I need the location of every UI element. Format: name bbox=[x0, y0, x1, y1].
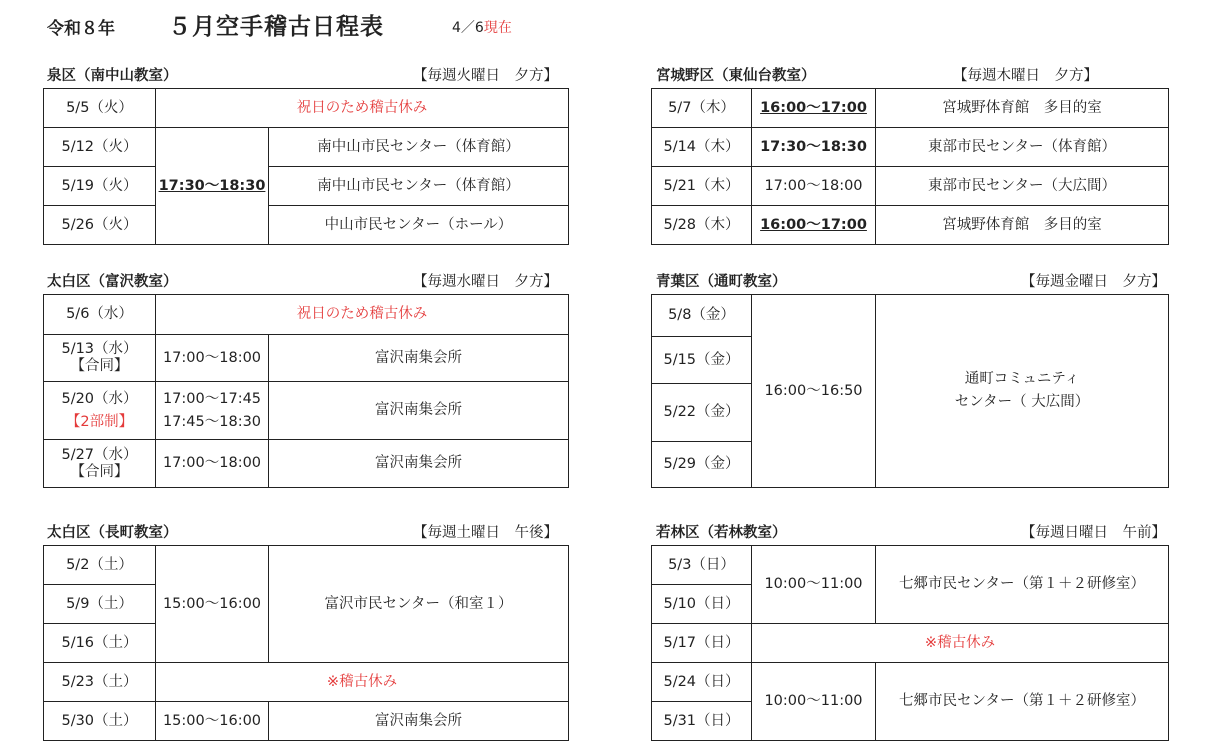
section-schedule-miyagino: 【毎週木曜日 夕方】 bbox=[953, 68, 1098, 84]
date-cell: 5/15（金） bbox=[652, 337, 752, 384]
schedule-table-aoba bbox=[651, 294, 1169, 488]
section-schedule-taihaku-tomizawa: 【毎週水曜日 夕方】 bbox=[413, 274, 558, 290]
table-row bbox=[652, 663, 1169, 702]
date-cell: 5/9（土） bbox=[44, 585, 156, 624]
table-row bbox=[652, 167, 1169, 206]
section-title-wakabayashi: 若林区（若林教室） bbox=[656, 525, 787, 541]
section-schedule-taihaku-nagamachi: 【毎週土曜日 午後】 bbox=[413, 525, 558, 541]
venue-cell: 東部市民センター（体育館） bbox=[876, 128, 1169, 167]
time-cell bbox=[156, 382, 269, 440]
two-part-tag: 【2部制】 bbox=[65, 413, 134, 430]
time-cell: 16:00～16:50 bbox=[752, 295, 876, 488]
section-title-miyagino: 宮城野区（東仙台教室） bbox=[656, 68, 816, 84]
time-cell: 10:00～11:00 bbox=[752, 663, 876, 741]
time-slot-1: 17:00～17:45 bbox=[162, 390, 262, 407]
schedule-table-taihaku-tomizawa bbox=[43, 294, 569, 488]
table-row bbox=[44, 167, 569, 206]
venue-cell: 南中山市民センター（体育館） bbox=[269, 167, 569, 206]
table-row bbox=[652, 128, 1169, 167]
joint-tag: 【合同】 bbox=[70, 463, 129, 480]
date-label: 5/20（水） bbox=[61, 390, 138, 407]
date-cell bbox=[44, 382, 156, 440]
date-cell: 5/10（日） bbox=[652, 585, 752, 624]
table-row bbox=[44, 702, 569, 741]
date-cell: 5/23（土） bbox=[44, 663, 156, 702]
time-cell: 15:00～16:00 bbox=[156, 546, 269, 663]
holiday-note: 祝日のため稽古休み bbox=[156, 89, 569, 128]
venue-cell: 宮城野体育館 多目的室 bbox=[876, 206, 1169, 245]
date-cell bbox=[44, 335, 156, 382]
time-cell: 17:00～18:00 bbox=[752, 167, 876, 206]
date-cell: 5/21（木） bbox=[652, 167, 752, 206]
time-cell: 16:00～17:00 bbox=[752, 89, 876, 128]
date-cell: 5/19（火） bbox=[44, 167, 156, 206]
joint-tag: 【合同】 bbox=[70, 358, 129, 374]
table-row bbox=[44, 663, 569, 702]
date-cell: 5/16（土） bbox=[44, 624, 156, 663]
venue-cell: 七郷市民センター（第１＋２研修室） bbox=[876, 663, 1169, 741]
date-cell: 5/7（木） bbox=[652, 89, 752, 128]
venue-cell: 富沢市民センター（和室１） bbox=[269, 546, 569, 663]
era-label: 令和８年 bbox=[47, 19, 115, 39]
venue-cell: 宮城野体育館 多目的室 bbox=[876, 89, 1169, 128]
table-row bbox=[652, 295, 1169, 337]
venue-cell: 七郷市民センター（第１＋２研修室） bbox=[876, 546, 1169, 624]
holiday-note: ※稽古休み bbox=[752, 624, 1169, 663]
date-cell: 5/3（日） bbox=[652, 546, 752, 585]
as-of-date-value: 4／6 bbox=[452, 20, 484, 36]
as-of-suffix: 現在 bbox=[483, 20, 512, 36]
schedule-table-izumi bbox=[43, 88, 569, 245]
time-cell: 16:00～17:00 bbox=[752, 206, 876, 245]
table-row bbox=[652, 624, 1169, 663]
table-row bbox=[652, 89, 1169, 128]
section-title-taihaku-nagamachi: 太白区（長町教室） bbox=[47, 525, 178, 541]
date-cell: 5/12（火） bbox=[44, 128, 156, 167]
date-cell: 5/6（水） bbox=[44, 295, 156, 335]
date-label: 5/27（水） bbox=[61, 446, 138, 463]
holiday-note: ※稽古休み bbox=[156, 663, 569, 702]
section-schedule-aoba: 【毎週金曜日 夕方】 bbox=[1021, 274, 1166, 290]
page-title: ５月空手稽古日程表 bbox=[168, 14, 384, 40]
section-title-taihaku-tomizawa: 太白区（富沢教室） bbox=[47, 274, 178, 290]
table-row bbox=[652, 546, 1169, 585]
date-cell: 5/24（日） bbox=[652, 663, 752, 702]
table-row bbox=[44, 128, 569, 167]
table-row bbox=[44, 89, 569, 128]
date-label: 5/13（水） bbox=[61, 341, 138, 358]
time-slot-2: 17:45～18:30 bbox=[162, 413, 262, 430]
table-row bbox=[44, 440, 569, 488]
venue-cell: 富沢南集会所 bbox=[269, 382, 569, 440]
date-cell: 5/17（日） bbox=[652, 624, 752, 663]
date-cell: 5/29（金） bbox=[652, 442, 752, 488]
schedule-table-taihaku-nagamachi bbox=[43, 545, 569, 741]
date-cell: 5/2（土） bbox=[44, 546, 156, 585]
venue-cell: 富沢南集会所 bbox=[269, 702, 569, 741]
venue-cell: 東部市民センター（大広間） bbox=[876, 167, 1169, 206]
table-row bbox=[44, 206, 569, 245]
date-cell: 5/5（火） bbox=[44, 89, 156, 128]
venue-line-1: 通町コミュニティ bbox=[964, 371, 1080, 388]
table-row bbox=[652, 206, 1169, 245]
table-row bbox=[44, 546, 569, 585]
table-row bbox=[44, 335, 569, 382]
venue-cell: 富沢南集会所 bbox=[269, 335, 569, 382]
date-cell: 5/26（火） bbox=[44, 206, 156, 245]
date-cell: 5/28（木） bbox=[652, 206, 752, 245]
section-title-izumi: 泉区（南中山教室） bbox=[47, 68, 178, 84]
venue-cell: 南中山市民センター（体育館） bbox=[269, 128, 569, 167]
venue-cell bbox=[876, 295, 1169, 488]
date-cell: 5/14（木） bbox=[652, 128, 752, 167]
table-row bbox=[44, 295, 569, 335]
date-cell: 5/30（土） bbox=[44, 702, 156, 741]
date-cell bbox=[44, 440, 156, 488]
time-cell: 10:00～11:00 bbox=[752, 546, 876, 624]
venue-line-2: センター（ 大広間） bbox=[954, 394, 1090, 410]
schedule-table-miyagino bbox=[651, 88, 1169, 245]
time-cell: 15:00～16:00 bbox=[156, 702, 269, 741]
schedule-table-wakabayashi bbox=[651, 545, 1169, 741]
section-schedule-izumi: 【毎週火曜日 夕方】 bbox=[413, 68, 558, 84]
time-cell: 17:30～18:30 bbox=[752, 128, 876, 167]
time-cell: 17:00～18:00 bbox=[156, 335, 269, 382]
date-cell: 5/8（金） bbox=[652, 295, 752, 337]
time-cell: 17:30～18:30 bbox=[156, 128, 269, 245]
date-cell: 5/31（日） bbox=[652, 702, 752, 741]
venue-cell: 富沢南集会所 bbox=[269, 440, 569, 488]
table-row bbox=[44, 382, 569, 440]
time-cell: 17:00～18:00 bbox=[156, 440, 269, 488]
holiday-note: 祝日のため稽古休み bbox=[156, 295, 569, 335]
as-of-date bbox=[452, 17, 512, 37]
date-cell: 5/22（金） bbox=[652, 384, 752, 442]
section-schedule-wakabayashi: 【毎週日曜日 午前】 bbox=[1021, 525, 1166, 541]
section-title-aoba: 青葉区（通町教室） bbox=[656, 274, 787, 290]
venue-cell: 中山市民センター（ホール） bbox=[269, 206, 569, 245]
